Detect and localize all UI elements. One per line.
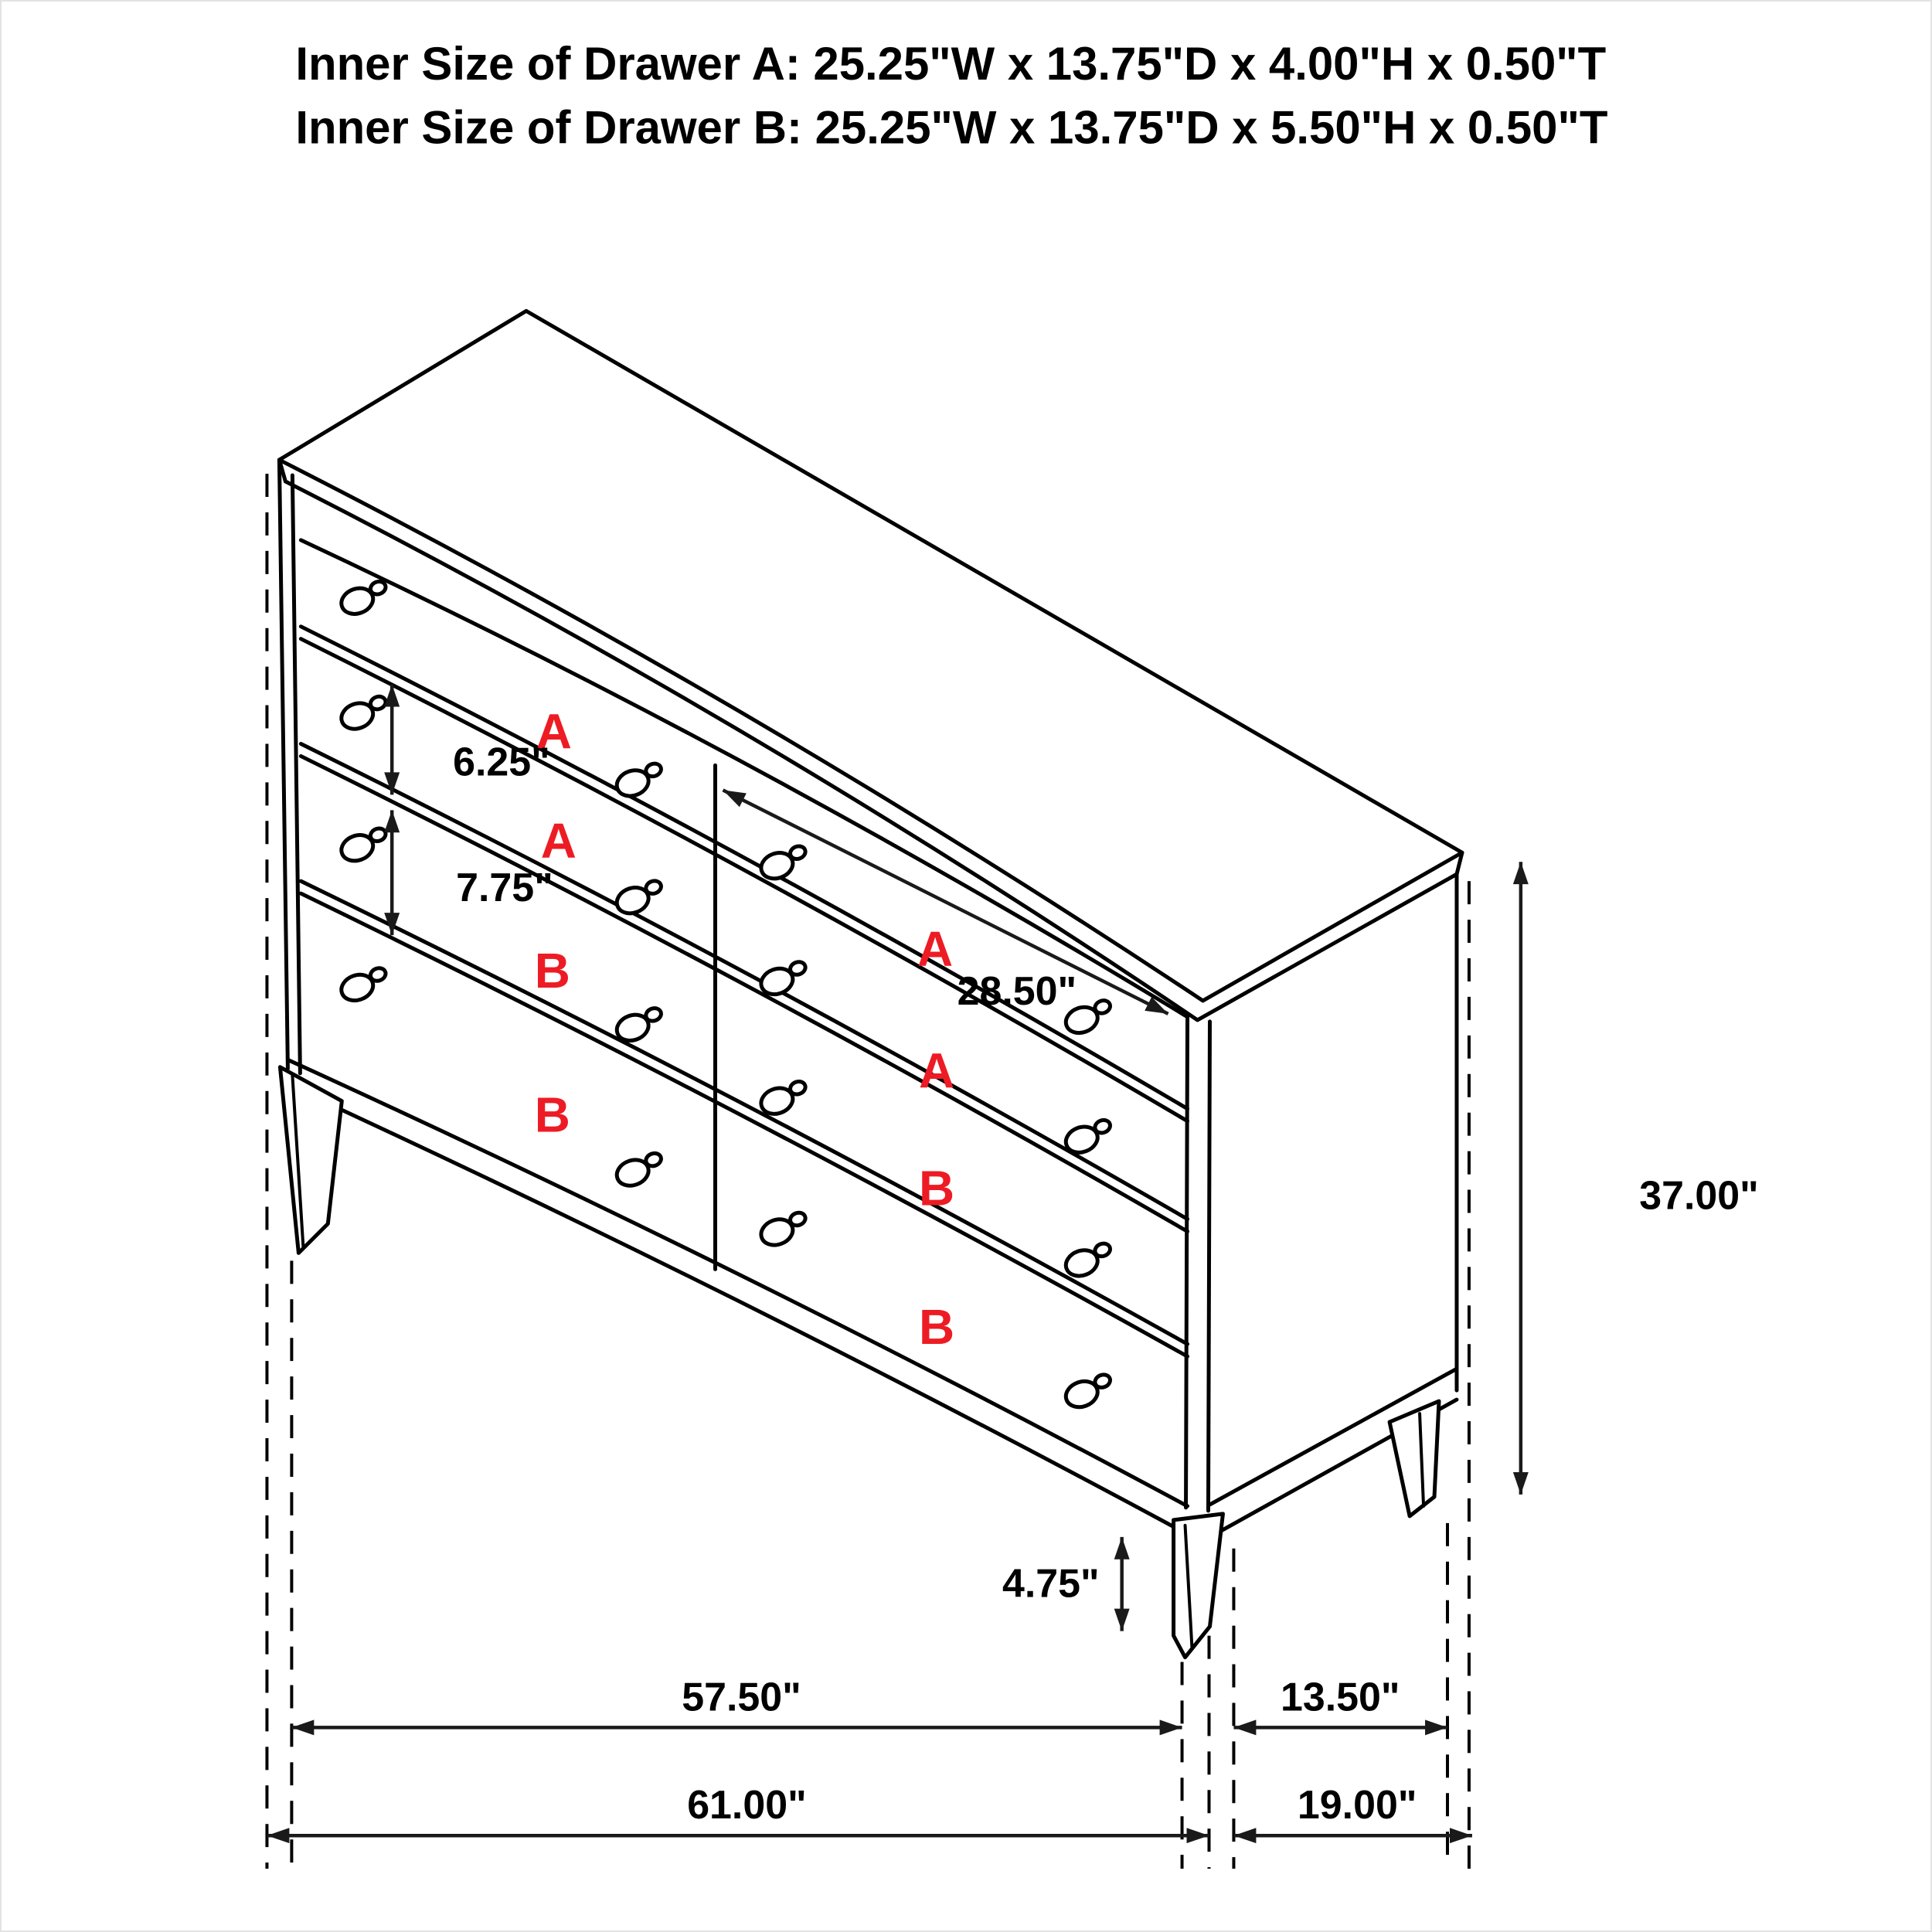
divider3-upper xyxy=(301,881,1187,1344)
title-block xyxy=(295,38,1607,154)
dresser-drawing xyxy=(279,311,1462,1657)
knob-icon xyxy=(757,960,807,998)
knob-icon xyxy=(757,1211,807,1250)
dimension-value: 6.25" xyxy=(453,740,550,785)
knob-icon xyxy=(338,826,387,865)
knob-icon xyxy=(614,1006,663,1045)
dimension-leg-height xyxy=(1002,1537,1122,1631)
dimension-value: 19.00" xyxy=(1297,1783,1417,1828)
dimension-side-leg-span xyxy=(1233,1675,1447,1727)
drawer-label: B xyxy=(918,1299,955,1355)
knob-icon xyxy=(1063,1118,1112,1157)
dimension-front-leg-span xyxy=(291,1675,1182,1727)
knob-icon xyxy=(614,879,663,917)
knob-icon xyxy=(614,1151,663,1190)
front-left-stile-outer xyxy=(279,460,287,1069)
dimension-value: 7.75" xyxy=(456,866,553,911)
drawer-label: A xyxy=(536,703,572,760)
knob-icon xyxy=(757,1080,807,1118)
knob-icon xyxy=(614,761,663,800)
back-right-leg xyxy=(1389,1401,1439,1516)
dimension-value: 61.00" xyxy=(687,1783,807,1828)
front-right-post-right-edge xyxy=(1208,1022,1209,1511)
dimension-overall-height xyxy=(1521,862,1759,1495)
knob-icon xyxy=(338,580,387,618)
knob-icon xyxy=(1063,1372,1112,1411)
knob-icon xyxy=(757,844,807,883)
divider3-lower xyxy=(301,893,1187,1356)
title-line-1: Inner Size of Drawer A: 25.25"W x 13.75"D x 4.00"H x 0.50"T xyxy=(295,37,1607,90)
drawer-label: B xyxy=(918,1160,955,1216)
dimension-overall-width xyxy=(267,1783,1209,1835)
drawer-label: A xyxy=(540,813,577,869)
knob-icon xyxy=(338,966,387,1005)
drawer-label: A xyxy=(918,1043,955,1099)
dimension-value: 4.75" xyxy=(1002,1561,1100,1607)
dimension-value: 13.50" xyxy=(1280,1675,1400,1720)
front-left-leg xyxy=(280,1067,342,1253)
drawer-label: B xyxy=(534,942,570,998)
dimension-overall-depth xyxy=(1233,1783,1472,1835)
diagram-svg xyxy=(2,2,1930,1930)
dimension-value: 57.50" xyxy=(682,1675,801,1720)
knob-icon xyxy=(1063,1241,1112,1280)
knob-icon xyxy=(338,695,387,733)
dimension-value: 28.50" xyxy=(957,968,1077,1014)
title-line-2: Inner Size of Drawer B: 25.25"W x 13.75"D x 5.50"H x 0.50"T xyxy=(295,101,1608,154)
drawer-label: B xyxy=(534,1087,570,1143)
dimension-value: 37.00" xyxy=(1639,1173,1759,1219)
front-left-stile-inner xyxy=(292,475,300,1073)
drawer-label: A xyxy=(917,921,954,978)
dimension-drawer-a-height xyxy=(392,685,550,795)
front-right-post-left-edge xyxy=(1186,1017,1188,1508)
front-right-leg xyxy=(1174,1514,1223,1658)
